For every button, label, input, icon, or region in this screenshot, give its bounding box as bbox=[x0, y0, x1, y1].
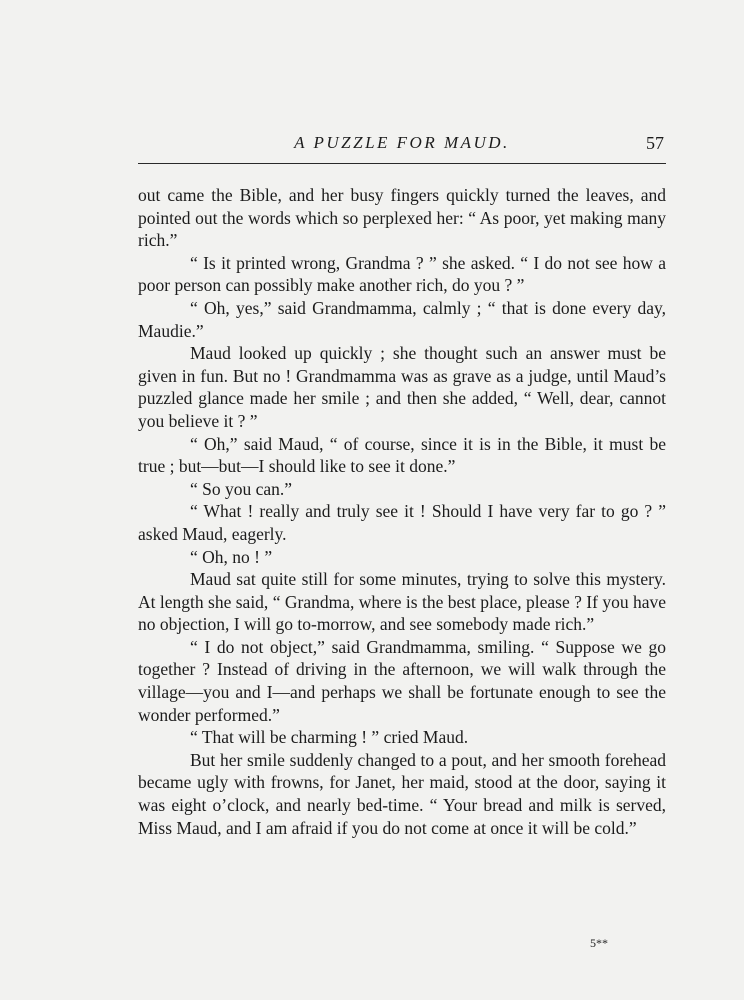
paragraph: “ Is it printed wrong, Grandma ? ” she asked. “ I do not see how a poor person can possibly make another rich, do you ? ” bbox=[138, 252, 666, 296]
signature-mark: 5** bbox=[590, 936, 608, 950]
paragraph: Maud looked up quickly ; she thought such an answer must be given in fun. But no ! Grandmamma was as grave as a judge, until Maud’s puzzled glance made her smile ; and then she added, “ Well, dear, cannot you believe it ? ” bbox=[138, 343, 666, 431]
page-number: 57 bbox=[646, 133, 664, 153]
paragraph: “ That will be charming ! ” cried Maud. bbox=[190, 727, 469, 748]
paragraph: out came the Bible, and her busy fingers quickly turned the leaves, and pointed out the words which so perplexed her: “ As poor, yet making many rich.” bbox=[138, 185, 666, 251]
paragraph: But her smile suddenly changed to a pout, and her smooth forehead became ugly with frowns, for Janet, her maid, stood at the door, saying it was eight o’clock, and nearly bed-time. “ Your bread and milk is served, Miss Maud, and I am afraid if you do not come at once it will be cold.” bbox=[138, 749, 666, 838]
paragraph: “ I do not object,” said Grandmamma, smiling. “ Suppose we go together ? Instead of driving in the afternoon, we will walk through the village—you and I—and perhaps we shall be fortunate enough to see the wonder performed.” bbox=[138, 636, 666, 725]
paragraph: “ So you can.” bbox=[190, 478, 293, 499]
running-title: A PUZZLE FOR MAUD. bbox=[294, 133, 510, 152]
body-text bbox=[138, 184, 666, 839]
paragraph: “ What ! really and truly see it ! Should I have very far to go ? ” asked Maud, eagerly. bbox=[138, 501, 666, 544]
paragraph: “ Oh, no ! ” bbox=[190, 546, 273, 567]
paragraph: “ Oh, yes,” said Grandmamma, calmly ; “ that is done every day, Maudie.” bbox=[138, 297, 666, 341]
paragraph: Maud sat quite still for some minutes, trying to solve this mystery. At length she said, “ Grandma, where is the best place, please ? If you have no objection, I will go to-morrow, and see somebody made rich.” bbox=[138, 569, 666, 635]
running-head bbox=[138, 133, 666, 159]
header-rule bbox=[138, 163, 666, 164]
paragraph: “ Oh,” said Maud, “ of course, since it is in the Bible, it must be true ; but—but—I should like to see it done.” bbox=[138, 433, 666, 477]
